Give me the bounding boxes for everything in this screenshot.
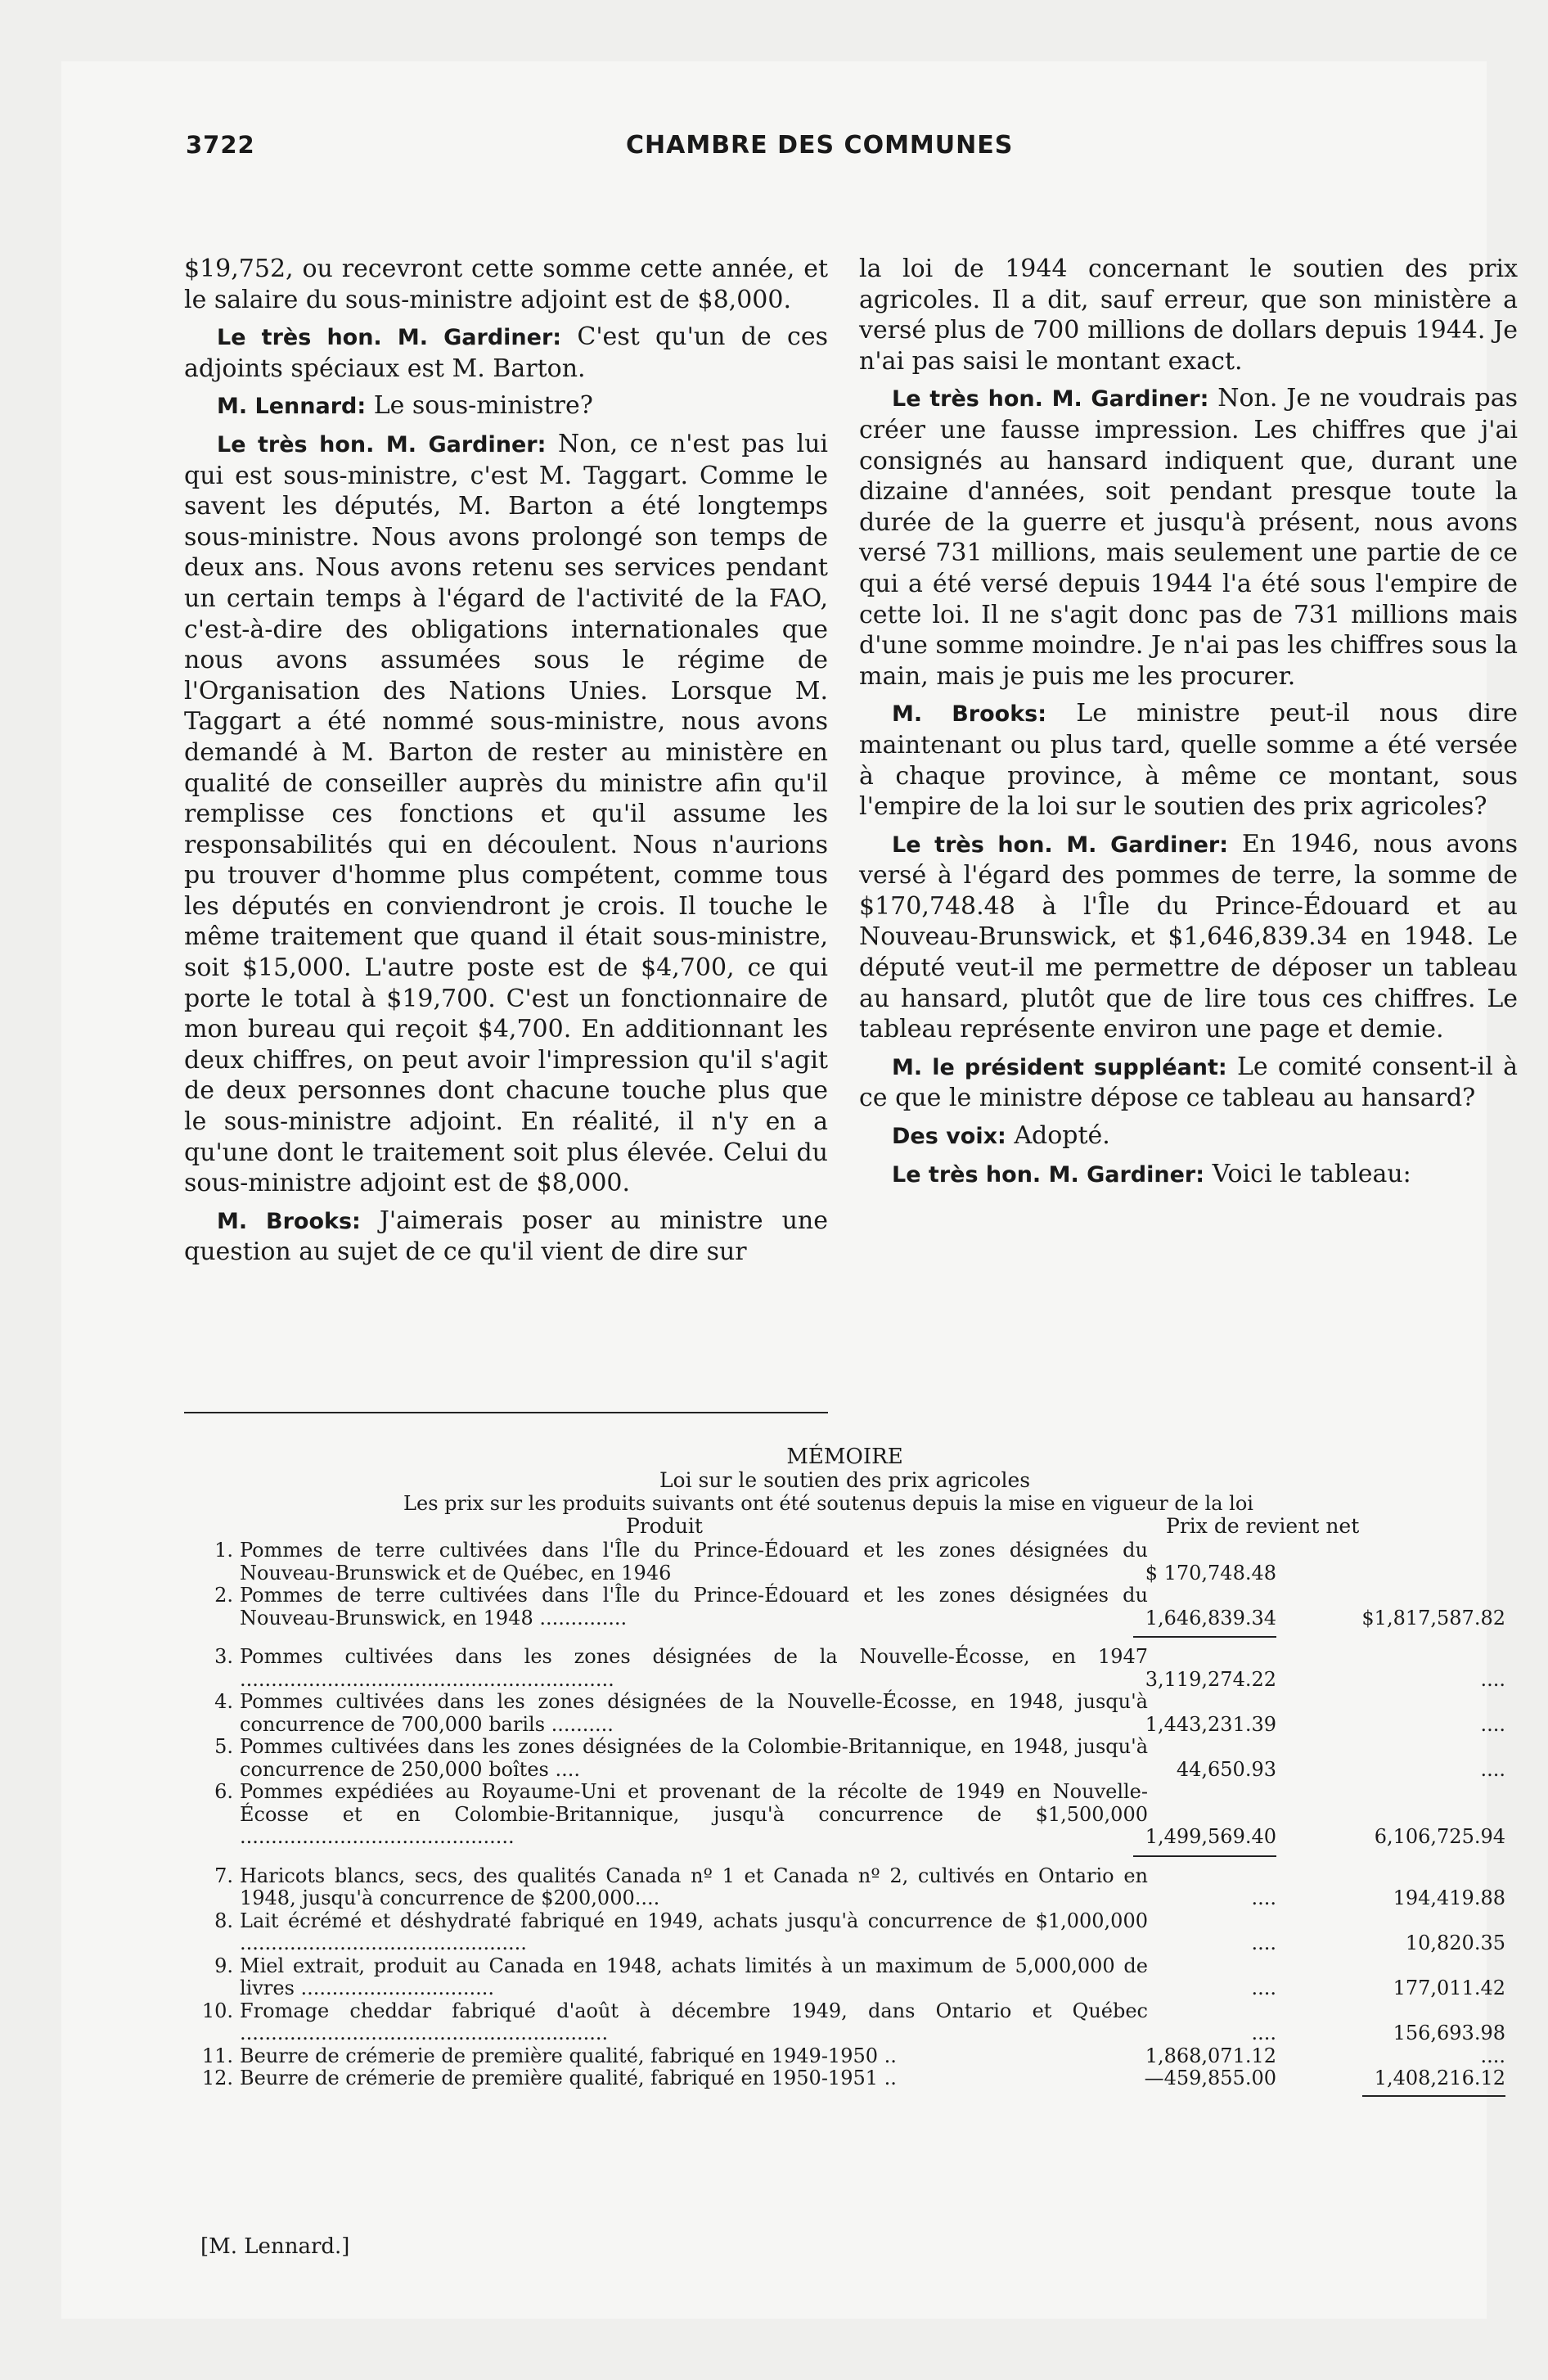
row-description: Fromage cheddar fabriqué d'août à décembre 1949, dans Ontario et Québec ........................................................... bbox=[240, 1999, 1148, 2044]
group-separator bbox=[184, 1629, 1505, 1646]
row-amount: 1,443,231.39 bbox=[1145, 1712, 1276, 1736]
speaker: Le très hon. M. Gardiner: bbox=[892, 832, 1229, 858]
paragraph bbox=[859, 1120, 1518, 1152]
row-amount: 1,499,569.40 bbox=[1145, 1825, 1276, 1848]
paragraph-text: Non, ce n'est pas lui qui est sous-ministre, c'est M. Taggart. Comme le savent les députés, M. Barton a été longtemps sous-ministre. Nous avons prolongé son temps de deux ans. Nous avons retenu ses services pendant un certain temps à l'égard de l'activité de la FAO, c'est-à-dire des obligations internationales que nous avons assumées sous le régime de l'Organisation des Nations Unies. Lorsque M. Taggart a été nommé sous-ministre, nous avons demandé à M. Barton de rester au ministère en qualité de conseiller auprès du ministre afin qu'il remplisse ces fonctions et qu'il assume les responsabilités qui en découlent. Nous n'aurions pu trouver d'homme plus compétent, comme tous les députés en conviendront je crois. Il touche le même traitement que quand il était sous-ministre, soit $15,000. L'autre poste est de $4,700, ce qui porte le total à $19,700. C'est un fonctionnaire de mon bureau qui reçoit $4,700. En additionnant les deux chiffres, on peut avoir l'impression qu'il s'agit de deux personnes dont chacune touche plus que le sous-ministre adjoint. En réalité, il n'y en a qu'une dont le traitement soit plus élevée. Celui du sous-ministre adjoint est de $8,000. bbox=[184, 429, 828, 1198]
column-end-rule bbox=[184, 1412, 828, 1413]
row-subtotal: 6,106,725.94 bbox=[1374, 1825, 1505, 1848]
row-number: 9. bbox=[214, 1954, 233, 1977]
group-separator bbox=[184, 1849, 1505, 1865]
paragraph-text: En 1946, nous avons versé à l'égard des pommes de terre, la somme de $170,748.48 à l'Île du Prince-Édouard et au Nouveau-Brunswick, et $1,646,839.34 en 1948. Le député veut-il me permettre de déposer un tableau au hansard, plutôt que de lire tous ces chiffres. Le tableau représente environ une page et demie. bbox=[859, 829, 1518, 1044]
row-description: Pommes de terre cultivées dans l'Île du Prince-Édouard et les zones désignées du Nouveau-Brunswick, en 1948 .............. bbox=[240, 1584, 1148, 1629]
row-subtotal: 177,011.42 bbox=[1393, 1977, 1505, 1999]
row-subtotal: 156,693.98 bbox=[1393, 2022, 1505, 2044]
row-description: Pommes cultivées dans les zones désignées de la Nouvelle-Écosse, en 1948, jusqu'à concurrence de 700,000 barils .......... bbox=[240, 1690, 1148, 1736]
speaker: M. Brooks: bbox=[217, 1208, 361, 1234]
row-number: 1. bbox=[214, 1539, 233, 1562]
row-number: 11. bbox=[201, 2044, 233, 2067]
paragraph bbox=[859, 1159, 1518, 1191]
row-amount: 3,119,274.22 bbox=[1145, 1667, 1276, 1691]
table-row bbox=[184, 1584, 1505, 1629]
paragraph bbox=[859, 698, 1518, 822]
row-description: Beurre de crémerie de première qualité, fabriqué en 1949-1950 .. bbox=[240, 2044, 897, 2067]
paragraph-text: Non. Je ne voudrais pas créer une fausse impression. Les chiffres que j'ai consignés au hansard indiquent que, durant une dizaine d'années, soit pendant presque toute la durée de la guerre et jusqu'à présent, nous avons versé 731 millions, mais seulement une partie de ce qui a été versé depuis 1944 l'a été sous l'empire de cette loi. Il ne s'agit donc pas de 731 millions mais d'une somme moindre. Je n'ai pas les chiffres sous la main, mais je puis me les procurer. bbox=[859, 384, 1518, 691]
paragraph-text: la loi de 1944 concernant le soutien des prix agricoles. Il a dit, sauf erreur, que son ministère a versé plus de 700 millions de dollars depuis 1944. Je n'ai pas saisi le montant exact. bbox=[859, 255, 1518, 376]
table-end bbox=[184, 2090, 1505, 2102]
paragraph bbox=[184, 1206, 828, 1268]
speaker: Des voix: bbox=[892, 1124, 1006, 1150]
table-row bbox=[184, 1955, 1505, 2000]
paragraph-text: Voici le tableau: bbox=[1212, 1159, 1411, 1188]
row-subtotal: .... bbox=[1480, 1667, 1505, 1691]
row-number: 7. bbox=[214, 1864, 233, 1887]
row-subtotal: 194,419.88 bbox=[1393, 1886, 1505, 1909]
paragraph-text: $19,752, ou recevront cette somme cette année, et le salaire du sous-ministre adjoint est de $8,000. bbox=[184, 255, 828, 314]
paragraph-text: C'est qu'un de ces adjoints spéciaux est M. Barton. bbox=[184, 322, 828, 383]
table-row bbox=[184, 2067, 1505, 2090]
memo-title: MÉMOIRE bbox=[786, 1445, 903, 1469]
paragraph-text: Adopté. bbox=[1014, 1121, 1110, 1151]
row-amount: 44,650.93 bbox=[1176, 1757, 1276, 1781]
right-column bbox=[859, 254, 1518, 1197]
paragraph-text: Le comité consent-il à ce que le ministre dépose ce tableau au hansard? bbox=[859, 1052, 1518, 1113]
table-row bbox=[184, 2045, 1505, 2068]
paragraph bbox=[859, 829, 1518, 1045]
row-amount: 1,868,071.12 bbox=[1145, 2044, 1276, 2067]
paragraph bbox=[184, 390, 828, 422]
row-number: 6. bbox=[214, 1780, 233, 1803]
speaker: M. Brooks: bbox=[892, 701, 1047, 728]
paragraph-text: Le ministre peut-il nous dire maintenant ou plus tard, quelle somme a été versée à chaque province, à même ce montant, sous l'empire de la loi sur le soutien des prix agricoles? bbox=[859, 699, 1518, 822]
page-number: 3722 bbox=[186, 131, 255, 159]
row-description: Beurre de crémerie de première qualité, fabriqué en 1950-1951 .. bbox=[240, 2067, 897, 2089]
subtotal-rule bbox=[1133, 1636, 1276, 1638]
paragraph bbox=[184, 322, 828, 384]
row-number: 10. bbox=[201, 1999, 233, 2022]
table-row bbox=[184, 1910, 1505, 1955]
paragraph-text: J'aimerais poser au ministre une question au sujet de ce qu'il vient de dire sur bbox=[184, 1206, 829, 1267]
row-number: 12. bbox=[201, 2067, 233, 2089]
row-description: Pommes cultivées dans les zones désignées de la Nouvelle-Écosse, en 1947 ............................................................ bbox=[240, 1645, 1148, 1691]
paragraph bbox=[184, 429, 828, 1199]
table-row bbox=[184, 2000, 1505, 2045]
table-row bbox=[184, 1781, 1505, 1849]
speaker: M. le président suppléant: bbox=[892, 1054, 1227, 1080]
column-header-cost: Prix de revient net bbox=[1166, 1514, 1360, 1538]
document-page bbox=[61, 61, 1518, 2319]
table-header bbox=[184, 1515, 1505, 1539]
row-number: 8. bbox=[214, 1909, 233, 1932]
table-row bbox=[184, 1865, 1505, 1910]
row-amount: .... bbox=[1251, 1886, 1276, 1909]
memo-intro: Les prix sur les produits suivants ont été soutenus depuis la mise en vigueur de la loi bbox=[403, 1492, 1253, 1515]
row-amount: .... bbox=[1251, 1931, 1276, 1954]
paragraph-text: Le sous-ministre? bbox=[373, 391, 593, 421]
speaker: Le très hon. M. Gardiner: bbox=[892, 386, 1209, 412]
table-row bbox=[184, 1691, 1505, 1736]
row-number: 3. bbox=[214, 1645, 233, 1668]
row-description: Lait écrémé et déshydraté fabriqué en 1949, achats jusqu'à concurrence de $1,000,000 .............................................. bbox=[240, 1909, 1148, 1954]
row-number: 5. bbox=[214, 1735, 233, 1758]
memo-table bbox=[184, 1445, 1505, 2102]
row-number: 2. bbox=[214, 1584, 233, 1607]
row-number: 4. bbox=[214, 1690, 233, 1713]
paragraph bbox=[859, 383, 1518, 692]
table-row bbox=[184, 1736, 1505, 1781]
row-description: Pommes de terre cultivées dans l'Île du Prince-Édouard et les zones désignées du Nouveau-Brunswick et de Québec, en 1946 bbox=[240, 1539, 1148, 1584]
row-subtotal: 1,408,216.12 bbox=[1374, 2067, 1505, 2089]
paragraph bbox=[859, 254, 1518, 376]
row-amount: —459,855.00 bbox=[1144, 2067, 1276, 2089]
table-row bbox=[184, 1539, 1505, 1584]
row-description: Haricots blancs, secs, des qualités Canada nº 1 et Canada nº 2, cultivés en Ontario en 1948, jusqu'à concurrence de $200,000.... bbox=[240, 1864, 1148, 1909]
speaker: Le très hon. M. Gardiner: bbox=[892, 1161, 1205, 1188]
row-subtotal: .... bbox=[1480, 2044, 1505, 2067]
row-amount: $ 170,748.48 bbox=[1145, 1561, 1276, 1584]
total-rule bbox=[1362, 2095, 1505, 2097]
speaker-footer: [M. Lennard.] bbox=[200, 2234, 350, 2259]
row-amount: 1,646,839.34 bbox=[1145, 1606, 1276, 1629]
memo-subtitle: Loi sur le soutien des prix agricoles bbox=[659, 1468, 1031, 1492]
column-header-product: Produit bbox=[626, 1514, 703, 1538]
row-description: Miel extrait, produit au Canada en 1948, achats limités à un maximum de 5,000,000 de livres ............................... bbox=[240, 1954, 1148, 1999]
speaker: Le très hon. M. Gardiner: bbox=[217, 431, 547, 458]
page-title: CHAMBRE DES COMMUNES bbox=[626, 131, 1014, 160]
speaker: Le très hon. M. Gardiner: bbox=[217, 325, 562, 351]
speaker: M. Lennard: bbox=[217, 394, 367, 420]
table-row bbox=[184, 1646, 1505, 1691]
subtotal-rule bbox=[1133, 1855, 1276, 1857]
paragraph bbox=[859, 1052, 1518, 1114]
row-amount: .... bbox=[1251, 1977, 1276, 1999]
row-subtotal: $1,817,587.82 bbox=[1361, 1606, 1505, 1629]
paragraph bbox=[184, 254, 828, 315]
row-description: Pommes expédiées au Royaume-Uni et provenant de la récolte de 1949 en Nouvelle-Écosse et en Colombie-Britannique, jusqu'à concurrence de $1,500,000 ............................................ bbox=[240, 1780, 1148, 1848]
left-column bbox=[184, 254, 828, 1274]
row-description: Pommes cultivées dans les zones désignées de la Colombie-Britannique, en 1948, jusqu'à concurrence de 250,000 boîtes .... bbox=[240, 1735, 1148, 1781]
row-amount: .... bbox=[1251, 2022, 1276, 2044]
row-subtotal: .... bbox=[1480, 1712, 1505, 1736]
row-subtotal: 10,820.35 bbox=[1405, 1931, 1505, 1954]
row-subtotal: .... bbox=[1480, 1757, 1505, 1781]
